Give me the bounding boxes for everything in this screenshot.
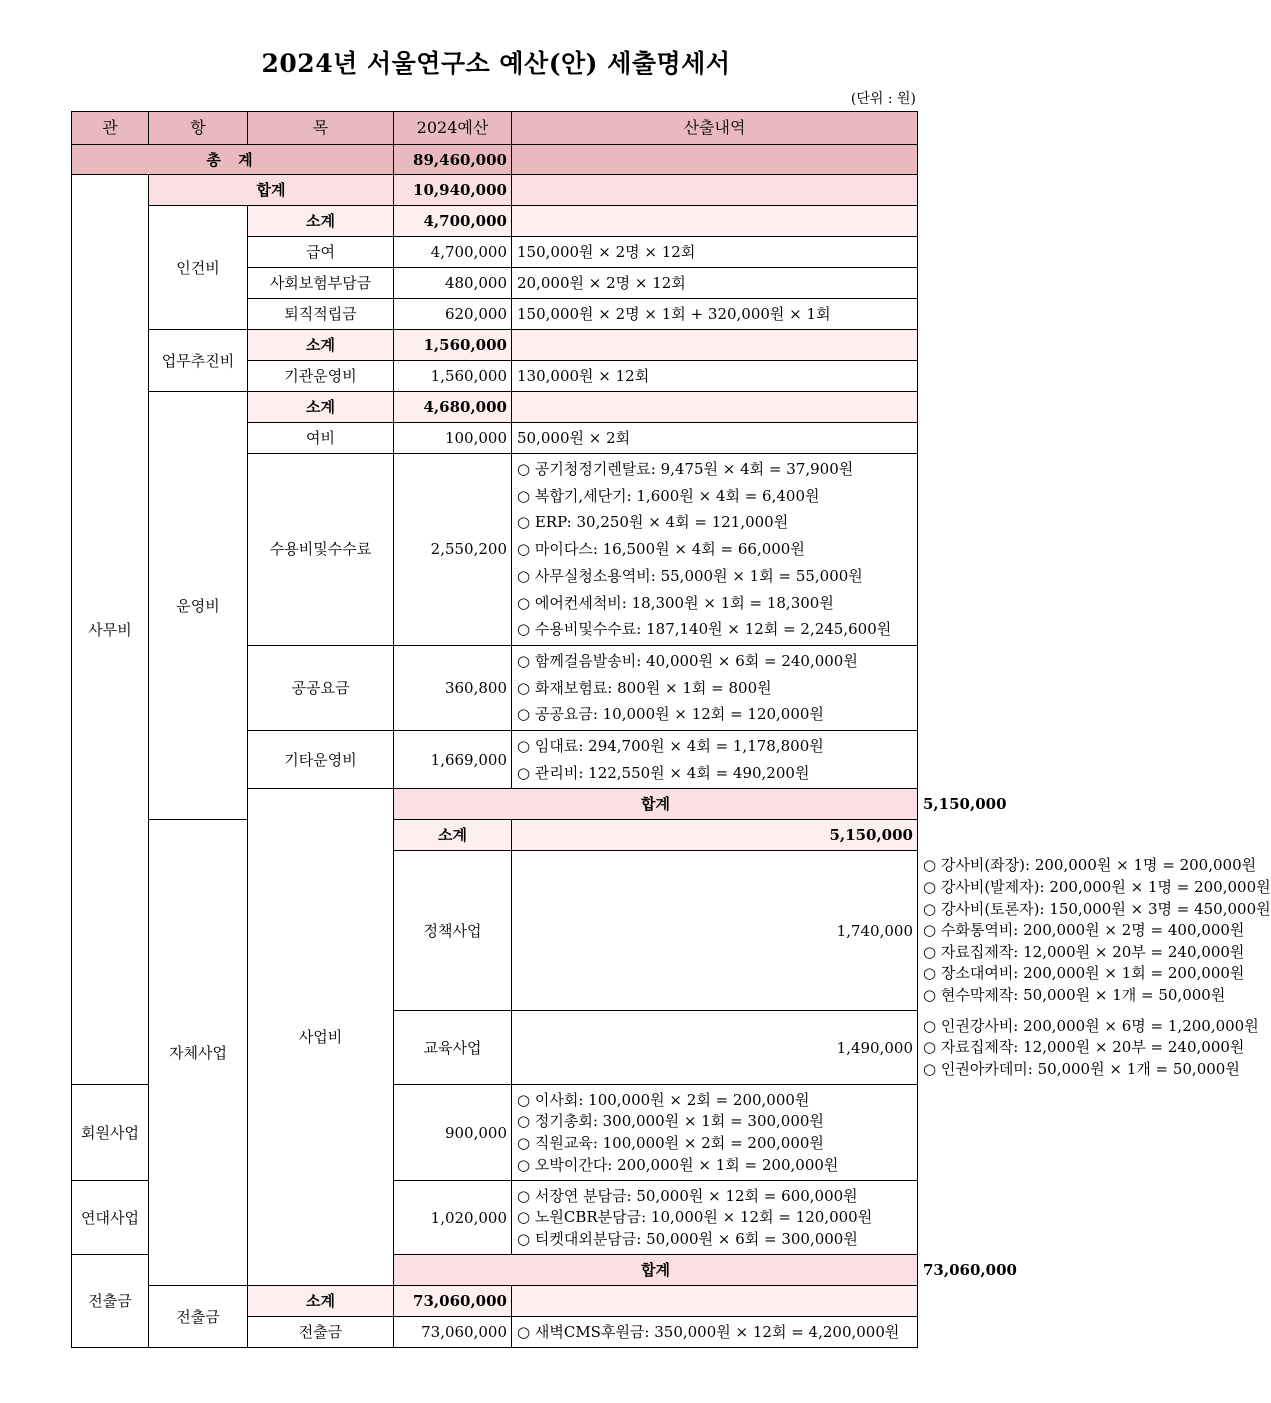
detail-cell: 50,000원 × 2회 [512,423,918,454]
transfer-subtotal-amount: 73,060,000 [394,1286,512,1317]
detail-cell: 130,000원 × 12회 [512,361,918,392]
project-subtotal-amount: 5,150,000 [512,820,918,851]
list-item: ○ 함께걸음발송비: 40,000원 × 6회 = 240,000원 [517,651,858,670]
grand-total-label: 총 계 [72,145,394,175]
list-item: ○ 오박이간다: 200,000원 × 1회 = 200,000원 [517,1155,839,1174]
list-item: ○ 마이다스: 16,500원 × 4회 = 66,000원 [517,540,805,559]
mok-cell: 기타운영비 [248,731,394,789]
office-sum-detail [512,175,918,206]
office-sum-amount: 10,940,000 [394,175,512,206]
header-row [72,112,918,145]
header-mok: 목 [248,112,394,145]
office-sum-label: 합계 [149,175,394,206]
list-item: ○ ERP: 30,250원 × 4회 = 121,000원 [517,513,789,532]
hang-operation: 운영비 [149,392,248,820]
amount-cell: 4,700,000 [394,237,512,268]
mok-cell: 회원사업 [72,1085,149,1181]
list-item: ○ 공공요금: 10,000원 × 12회 = 120,000원 [517,705,824,724]
mok-cell: 퇴직적립금 [248,299,394,330]
amount-cell: 73,060,000 [394,1317,512,1348]
personnel-subtotal-detail [512,206,918,237]
table-row: 정책사업 1,740,000 ○ 강사비(좌장): 200,000원 × 1명 = 200,000원 ○ 강사비(발제자): 200,000원 × 1명 = 200,000원 ○ 강사비(토론자): 150,000원 × 3명 = 450,000원 ○ 수화통역비: 200,000원 × 2명 = 400,000원 ○ 자료집제작: 12,000원 × 20부 = 240,000원 ○ 장소대여비: 200,000원 × 1회 = 200,000원 ○ 현수막제작: 50,000원 × 1개 = 50,000원 [72,851,918,1011]
detail-cell [512,731,918,789]
gwan-transfer: 전출금 [72,1255,149,1348]
operation-subtotal-detail [512,392,918,423]
list-item: ○ 노원CBR분담금: 10,000원 × 12회 = 120,000원 [517,1208,873,1227]
mok-cell: 정책사업 [394,851,512,1011]
list-item: ○ 수용비및수수료: 187,140원 × 12회 = 2,245,600원 [517,620,892,639]
table-row: 사업비 합계 5,150,000 [72,789,918,820]
mok-cell: 급여 [248,237,394,268]
amount-cell: 100,000 [394,423,512,454]
list-item: ○ 공기청정기렌탈료: 9,475원 × 4회 = 37,900원 [517,460,854,478]
operation-subtotal-label: 소계 [248,392,394,423]
mok-cell: 사회보험부담금 [248,268,394,299]
detail-cell [512,1181,918,1255]
detail-cell: 20,000원 × 2명 × 12회 [512,268,918,299]
list-item: ○ 화재보험료: 800원 × 1회 = 800원 [517,678,772,697]
promotion-subtotal-label: 소계 [248,330,394,361]
hang-personnel: 인건비 [149,206,248,330]
list-item: ○ 서장연 분담금: 50,000원 × 12회 = 600,000원 [517,1186,858,1205]
amount-cell: 620,000 [394,299,512,330]
detail-cell: ○ 새벽CMS후원금: 350,000원 × 12회 = 4,200,000원 [512,1317,918,1348]
hang-transfer: 전출금 [149,1286,248,1348]
table-row [72,820,918,851]
amount-cell: 1,560,000 [394,361,512,392]
personnel-subtotal-label: 소계 [248,206,394,237]
list-item: ○ 이사회: 100,000원 × 2회 = 200,000원 [517,1090,810,1109]
list-item: ○ 직원교육: 100,000원 × 2회 = 200,000원 [517,1133,824,1152]
table-row: 전출금 합계 73,060,000 [72,1255,918,1286]
table-row [72,1286,918,1317]
list-item: ○ 정기총회: 300,000원 × 1회 = 300,000원 [517,1112,824,1131]
budget-table [71,111,1271,1348]
detail-cell: 150,000원 × 2명 × 1회 + 320,000원 × 1회 [512,299,918,330]
header-gwan: 관 [72,112,149,145]
list-item: ○ 복합기,세단기: 1,600원 × 4회 = 6,400원 [517,486,820,505]
transfer-sum-label: 합계 [394,1255,918,1286]
header-hang: 항 [149,112,248,145]
amount-cell: 1,020,000 [394,1181,512,1255]
mok-cell: 수용비및수수료 [248,454,394,646]
mok-cell: 공공요금 [248,645,394,730]
list-item: ○ 임대료: 294,700원 × 4회 = 1,178,800원 [517,737,824,756]
hang-promotion: 업무추진비 [149,330,248,392]
transfer-subtotal-detail [512,1286,918,1317]
gwan-office: 사무비 [72,175,149,1085]
table-row [72,330,918,361]
detail-list [517,731,912,788]
header-budget: 2024예산 [394,112,512,145]
list-item: ○ 티켓대외분담금: 50,000원 × 6회 = 300,000원 [517,1229,858,1248]
project-subtotal-label: 소계 [394,820,512,851]
detail-list [517,454,912,645]
unit-note: (단위 : 원) [850,91,916,107]
project-sum-label: 합계 [394,789,918,820]
amount-cell: 1,740,000 [512,851,918,1011]
amount-cell: 360,800 [394,645,512,730]
promotion-subtotal-detail [512,330,918,361]
detail-cell: 150,000원 × 2명 × 12회 [512,237,918,268]
promotion-subtotal-amount: 1,560,000 [394,330,512,361]
amount-cell: 900,000 [394,1085,512,1181]
list-item: ○ 사무실청소용역비: 55,000원 × 1회 = 55,000원 [517,566,863,585]
amount-cell: 2,550,200 [394,454,512,646]
table-row [72,175,918,206]
mok-cell: 여비 [248,423,394,454]
hang-self-project: 자체사업 [149,820,248,1286]
detail-cell [512,1085,918,1181]
grand-total-row [72,145,918,175]
transfer-subtotal-label: 소계 [248,1286,394,1317]
table-row [72,392,918,423]
personnel-subtotal-amount: 4,700,000 [394,206,512,237]
detail-list [517,1088,912,1178]
operation-subtotal-amount: 4,680,000 [394,392,512,423]
amount-cell: 480,000 [394,268,512,299]
mok-cell: 기관운영비 [248,361,394,392]
list-item: ○ 에어컨세척비: 18,300원 × 1회 = 18,300원 [517,593,834,612]
mok-cell: 전출금 [248,1317,394,1348]
amount-cell: 1,669,000 [394,731,512,789]
amount-cell: 1,490,000 [512,1011,918,1085]
detail-cell [512,454,918,646]
grand-total-detail [512,145,918,175]
detail-list [517,1184,912,1253]
table-row: 교육사업 1,490,000 ○ 인권강사비: 200,000원 × 6명 = 1,200,000원 ○ 자료집제작: 12,000원 × 20부 = 240,000원 ○ 인권아카데미: 50,000원 × 1개 = 50,000원 [72,1011,918,1085]
header-detail: 산출내역 [512,112,918,145]
page-title: 2024년 서울연구소 예산(안) 세출명세서 [261,49,731,78]
mok-cell: 연대사업 [72,1181,149,1255]
detail-cell [512,645,918,730]
detail-list [517,646,912,730]
mok-cell: 교육사업 [394,1011,512,1085]
list-item: ○ 관리비: 122,550원 × 4회 = 490,200원 [517,763,810,782]
grand-total-amount: 89,460,000 [394,145,512,175]
table-row [72,206,918,237]
gwan-project: 사업비 [248,789,394,1286]
